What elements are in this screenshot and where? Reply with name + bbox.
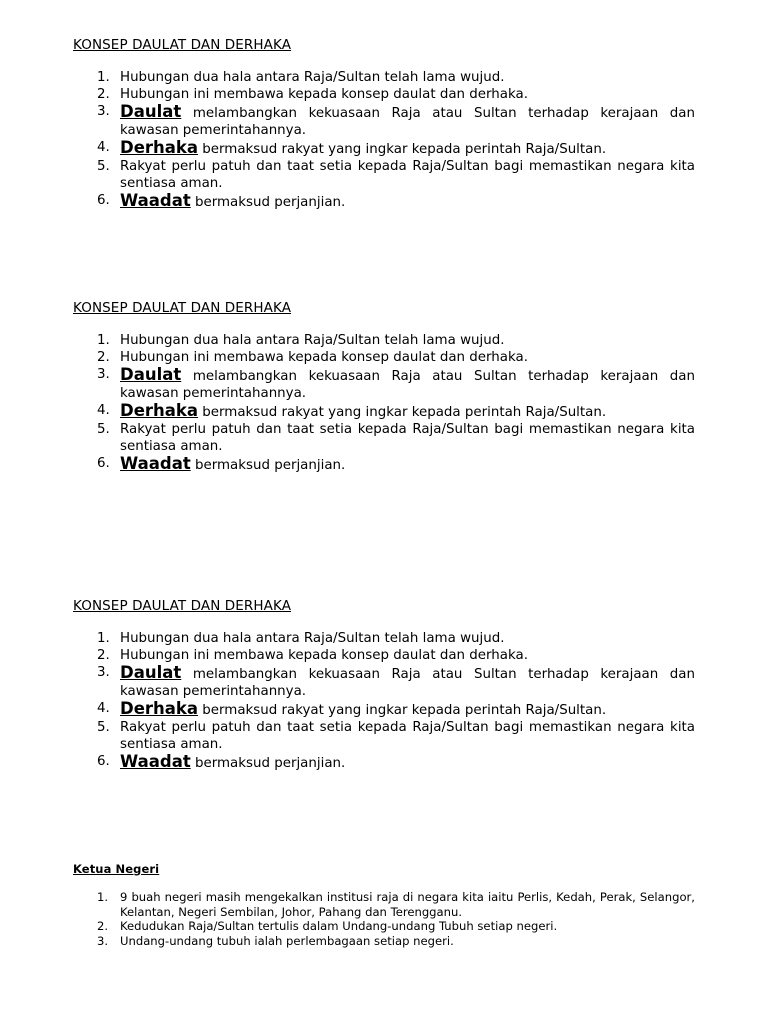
concept-list — [73, 69, 695, 211]
list-item — [73, 647, 695, 664]
list-item — [73, 421, 695, 455]
item-text: Hubungan ini membawa kepada konsep daulat dan derhaka. — [120, 350, 528, 365]
item-number: 3. — [97, 933, 109, 948]
list-item — [73, 719, 695, 753]
item-term: Daulat — [120, 365, 182, 384]
item-term: Daulat — [120, 663, 182, 682]
item-text: bermaksud perjanjian. — [194, 195, 346, 210]
concept-list — [73, 332, 695, 474]
list-item — [73, 753, 695, 772]
list-item — [73, 630, 695, 647]
item-text: Undang-undang tubuh ialah perlembagaan setiap negeri. — [120, 933, 454, 948]
list-item — [73, 158, 695, 192]
list-item — [73, 139, 695, 158]
list-item — [73, 349, 695, 366]
list-item — [73, 192, 695, 211]
item-number: 1. — [97, 70, 110, 85]
concept-section-2 — [73, 300, 695, 474]
item-text: melambangkan kekuasaan Raja atau Sultan terhadap kerajaan dan kawasan pemerintahannya. — [120, 369, 696, 401]
item-number: 2. — [97, 919, 109, 933]
item-text: Hubungan dua hala antara Raja/Sultan telah lama wujud. — [120, 631, 505, 646]
item-text: bermaksud perjanjian. — [194, 458, 346, 473]
item-number: 6. — [97, 754, 110, 769]
section-title: Ketua Negeri — [73, 862, 160, 876]
item-text: Hubungan dua hala antara Raja/Sultan telah lama wujud. — [120, 333, 505, 348]
list-item — [73, 103, 695, 139]
item-number: 5. — [97, 720, 110, 735]
list-item — [73, 890, 695, 919]
item-term: Derhaka — [120, 401, 199, 420]
item-text: bermaksud rakyat yang ingkar kepada perintah Raja/Sultan. — [202, 405, 607, 420]
item-text: bermaksud rakyat yang ingkar kepada perintah Raja/Sultan. — [202, 703, 607, 718]
item-term: Daulat — [120, 102, 182, 121]
item-number: 3. — [97, 367, 110, 382]
item-number: 1. — [97, 333, 110, 348]
concept-section-3 — [73, 598, 695, 772]
item-text: Rakyat perlu patuh dan taat setia kepada Raja/Sultan bagi memastikan negara kita sentiasa aman. — [120, 720, 695, 752]
item-term: Derhaka — [120, 138, 199, 157]
item-text: melambangkan kekuasaan Raja atau Sultan terhadap kerajaan dan kawasan pemerintahannya. — [120, 667, 696, 699]
item-text: Hubungan ini membawa kepada konsep daulat dan derhaka. — [120, 87, 528, 102]
item-number: 1. — [97, 631, 110, 646]
item-number: 2. — [97, 648, 110, 663]
list-item — [73, 664, 695, 700]
item-text: Hubungan ini membawa kepada konsep daulat dan derhaka. — [120, 648, 528, 663]
item-term: Waadat — [120, 752, 191, 771]
item-text: Rakyat perlu patuh dan taat setia kepada Raja/Sultan bagi memastikan negara kita sentiasa aman. — [120, 422, 695, 454]
item-text: Hubungan dua hala antara Raja/Sultan telah lama wujud. — [120, 70, 505, 85]
list-item — [73, 919, 695, 934]
item-number: 5. — [97, 422, 110, 437]
item-number: 5. — [97, 159, 110, 174]
list-item — [73, 402, 695, 421]
list-item — [73, 332, 695, 349]
item-text: 9 buah negeri masih mengekalkan institusi raja di negara kita iaitu Perlis, Kedah, Perak, Selangor, Kelantan, Negeri Sembilan, Johor, Pahang dan Terengganu. — [120, 890, 695, 919]
item-term: Waadat — [120, 454, 191, 473]
item-number: 6. — [97, 456, 110, 471]
list-item — [73, 455, 695, 474]
item-number: 4. — [97, 701, 110, 716]
item-term: Derhaka — [120, 699, 199, 718]
item-number: 3. — [97, 665, 110, 680]
item-number: 2. — [97, 350, 110, 365]
item-number: 6. — [97, 193, 110, 208]
section-title: KONSEP DAULAT DAN DERHAKA — [73, 598, 292, 614]
item-number: 4. — [97, 403, 110, 418]
section-title: KONSEP DAULAT DAN DERHAKA — [73, 300, 292, 316]
item-number: 2. — [97, 87, 110, 102]
concept-list — [73, 630, 695, 772]
list-item — [73, 69, 695, 86]
list-item — [73, 86, 695, 103]
ketua-list — [73, 890, 695, 948]
item-text: Rakyat perlu patuh dan taat setia kepada Raja/Sultan bagi memastikan negara kita sentiasa aman. — [120, 159, 695, 191]
item-term: Waadat — [120, 191, 191, 210]
item-number: 3. — [97, 104, 110, 119]
list-item — [73, 366, 695, 402]
item-text: bermaksud perjanjian. — [194, 756, 346, 771]
item-text: melambangkan kekuasaan Raja atau Sultan terhadap kerajaan dan kawasan pemerintahannya. — [120, 106, 696, 138]
ketua-negeri-section — [73, 862, 695, 948]
item-text: Kedudukan Raja/Sultan tertulis dalam Undang-undang Tubuh setiap negeri. — [120, 919, 558, 933]
list-item — [73, 700, 695, 719]
concept-section-1 — [73, 37, 695, 211]
item-text: bermaksud rakyat yang ingkar kepada perintah Raja/Sultan. — [202, 142, 607, 157]
item-number: 4. — [97, 140, 110, 155]
item-number: 1. — [97, 890, 109, 904]
section-title: KONSEP DAULAT DAN DERHAKA — [73, 37, 292, 53]
list-item — [73, 934, 695, 949]
